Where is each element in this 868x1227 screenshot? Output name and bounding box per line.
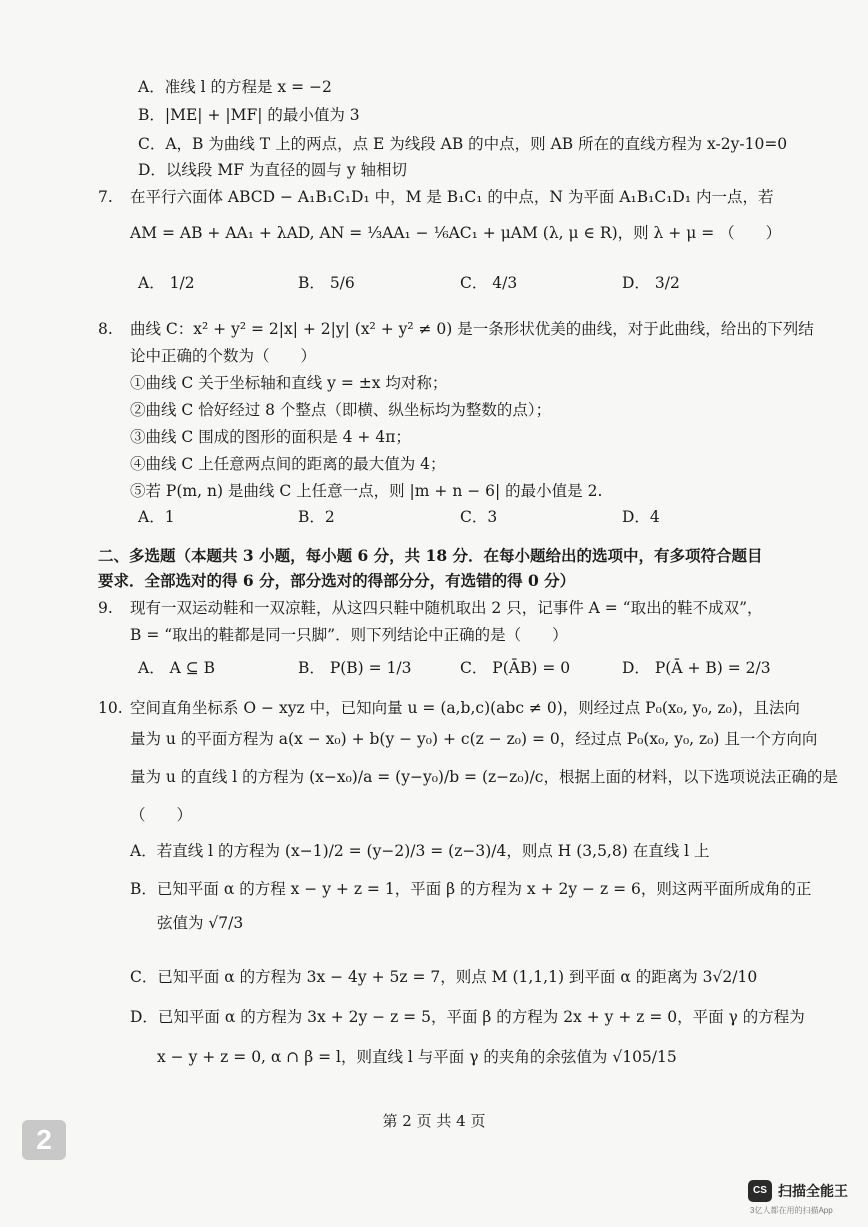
- q6-option-a: A．准线 l 的方程是 x = −2: [138, 78, 332, 96]
- q10-option-d: D．已知平面 α 的方程为 3x + 2y − z = 5，平面 β 的方程为 2x + y + z = 0，平面 γ 的方程为: [130, 1008, 805, 1026]
- q8-option-b: B．2: [298, 508, 335, 526]
- q8-option-d: D．4: [622, 508, 660, 526]
- q8-item-5: ⑤若 P(m, n) 是曲线 C 上任意一点，则 |m + n − 6| 的最小值是 2.: [130, 482, 603, 500]
- q8-line1: 曲线 C：x² + y² = 2|x| + 2|y| (x² + y² ≠ 0) 是一条形状优美的曲线，对于此曲线，给出的下列结: [130, 320, 814, 338]
- q10-number: 10.: [98, 699, 123, 717]
- q6-option-b: B．|ME| + |MF| 的最小值为 3: [138, 106, 360, 124]
- q10-option-c: C．已知平面 α 的方程为 3x − 4y + 5z = 7，则点 M (1,1,1) 到平面 α 的距离为 3√2/10: [130, 968, 758, 986]
- watermark-subtitle: 3亿人都在用的扫描App: [750, 1206, 833, 1215]
- q8-number: 8.: [98, 320, 113, 338]
- q8-item-4: ④曲线 C 上任意两点间的距离的最大值为 4；: [130, 455, 446, 473]
- q8-line2: 论中正确的个数为（ ）: [130, 347, 317, 365]
- q6-option-d: D．以线段 MF 为直径的圆与 y 轴相切: [138, 161, 408, 179]
- q7-option-d: D． 3/2: [622, 274, 680, 292]
- q10-option-d-cont: x − y + z = 0, α ∩ β = l，则直线 l 与平面 γ 的夹角的余弦值为 √105/15: [157, 1048, 677, 1066]
- page-number-badge: 2: [22, 1120, 66, 1160]
- q10-line2: 量为 u 的平面方程为 a(x − x₀) + b(y − y₀) + c(z − z₀) = 0，经过点 P₀(x₀, y₀, z₀) 且一个方向向: [130, 730, 818, 748]
- q7-option-c: C． 4/3: [460, 274, 518, 292]
- q10-option-b-cont: 弦值为 √7/3: [157, 914, 244, 932]
- q9-option-b: B． P(B) = 1/3: [298, 659, 412, 677]
- q9-option-c: C． P(ĀB) = 0: [460, 659, 571, 677]
- section2-heading-cont: 要求．全部选对的得 6 分，部分选对的得部分分，有选错的得 0 分）: [98, 571, 576, 590]
- q10-line4: （ ）: [130, 806, 193, 824]
- watermark-name: 扫描全能王: [778, 1183, 848, 1199]
- q9-option-a: A． A ⊆ B: [138, 659, 216, 677]
- camscanner-logo-icon: CS: [748, 1180, 772, 1202]
- q9-number: 9.: [98, 599, 113, 617]
- section2-heading: 二、多选题（本题共 3 小题，每小题 6 分，共 18 分．在每小题给出的选项中，有多项符合题目: [98, 546, 763, 565]
- page-footer: 第 2 页 共 4 页: [382, 1112, 486, 1130]
- q7-line2: AM = AB + AA₁ + λAD, AN = ⅓AA₁ − ⅙AC₁ + μAM (λ, μ ∈ R)，则 λ + μ = （ ）: [130, 224, 782, 242]
- q6-option-c: C．A，B 为曲线 T 上的两点，点 E 为线段 AB 的中点，则 AB 所在的直线方程为 x-2y-10=0: [138, 135, 788, 153]
- q10-option-a: A．若直线 l 的方程为 (x−1)/2 = (y−2)/3 = (z−3)/4，则点 H (3,5,8) 在直线 l 上: [130, 842, 710, 860]
- scanner-watermark: [748, 1180, 863, 1220]
- q8-option-a: A．1: [138, 508, 175, 526]
- q8-item-3: ③曲线 C 围成的图形的面积是 4 + 4π；: [130, 428, 411, 446]
- q7-line1: 在平行六面体 ABCD − A₁B₁C₁D₁ 中，M 是 B₁C₁ 的中点，N 为平面 A₁B₁C₁D₁ 内一点，若: [130, 188, 774, 206]
- q9-option-d: D． P(Ā + B) = 2/3: [622, 659, 771, 677]
- q8-item-1: ①曲线 C 关于坐标轴和直线 y = ±x 均对称；: [130, 374, 448, 392]
- q9-line1: 现有一双运动鞋和一双凉鞋，从这四只鞋中随机取出 2 只，记事件 A = “取出的鞋不成双”，: [130, 599, 763, 617]
- q7-number: 7.: [98, 188, 113, 206]
- q8-item-2: ②曲线 C 恰好经过 8 个整点（即横、纵坐标均为整数的点）；: [130, 401, 552, 419]
- q10-line3: 量为 u 的直线 l 的方程为 (x−x₀)/a = (y−y₀)/b = (z−z₀)/c，根据上面的材料，以下选项说法正确的是: [130, 768, 838, 786]
- q9-line2: B = “取出的鞋都是同一只脚”．则下列结论中正确的是（ ）: [130, 626, 568, 644]
- q10-line1: 空间直角坐标系 O − xyz 中，已知向量 u = (a,b,c)(abc ≠ 0)，则经过点 P₀(x₀, y₀, z₀)，且法向: [130, 699, 800, 717]
- q7-option-b: B． 5/6: [298, 274, 355, 292]
- q10-option-b: B．已知平面 α 的方程 x − y + z = 1，平面 β 的方程为 x + 2y − z = 6，则这两平面所成角的正: [130, 880, 812, 898]
- q8-option-c: C．3: [460, 508, 498, 526]
- q7-option-a: A． 1/2: [138, 274, 195, 292]
